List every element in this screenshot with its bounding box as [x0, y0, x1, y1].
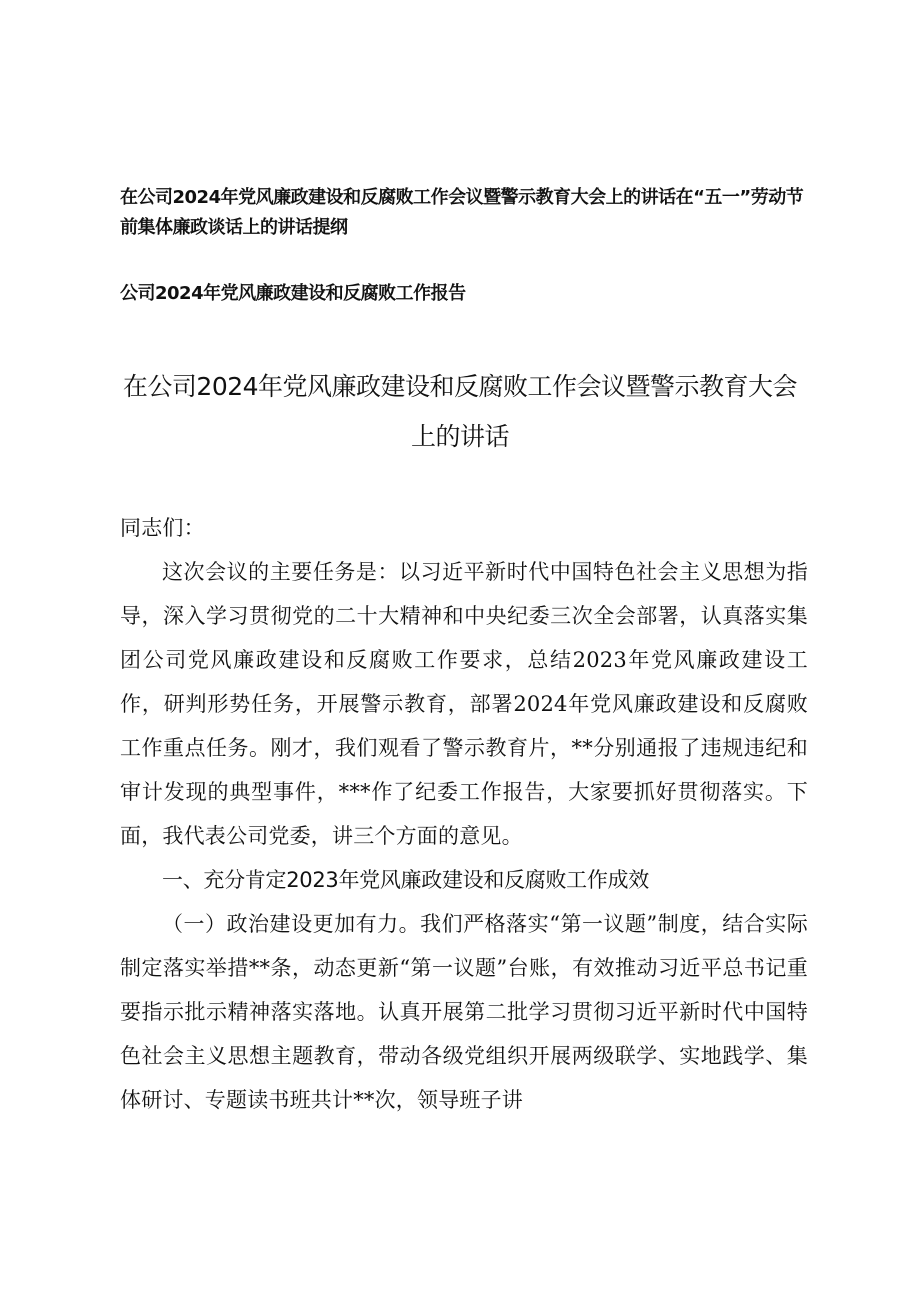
document-body [120, 506, 808, 1122]
toc-item-speech: 在公司2024年党风廉政建设和反腐败工作会议暨警示教育大会上的讲话在“五一”劳动节前集体廉政谈话上的讲话提纲 [120, 187, 804, 238]
salutation: 同志们： [120, 516, 205, 540]
document-title: 在公司2024年党风廉政建设和反腐败工作会议暨警示教育大会上的讲话 [122, 372, 798, 451]
toc-item-report: 公司2024年党风廉政建设和反腐败工作报告 [120, 283, 466, 304]
table-of-contents [120, 183, 810, 309]
paragraph-political-construction: （一）政治建设更加有力。我们严格落实“第一议题”制度，结合实际制定落实举措**条，动态更新“第一议题”台账，有效推动习近平总书记重要指示批示精神落实落地。认真开展第二批学习贯彻习近平新时代中国特色社会主义思想主题教育，带动各级党组织开展两级联学、实地践学、集体研讨、专题读书班共计**次，领导班子讲 [120, 912, 808, 1112]
paragraph-meeting-tasks: 这次会议的主要任务是：以习近平新时代中国特色社会主义思想为指导，深入学习贯彻党的二十大精神和中央纪委三次全会部署，认真落实集团公司党风廉政建设和反腐败工作要求，总结2023年党风廉政建设工作，研判形势任务，开展警示教育，部署2024年党风廉政建设和反腐败工作重点任务。刚才，我们观看了警示教育片，**分别通报了违规违纪和审计发现的典型事件，***作了纪委工作报告，大家要抓好贯彻落实。下面，我代表公司党委，讲三个方面的意见。 [120, 560, 808, 848]
section-heading-1: 一、充分肯定2023年党风廉政建设和反腐败工作成效 [162, 868, 649, 892]
